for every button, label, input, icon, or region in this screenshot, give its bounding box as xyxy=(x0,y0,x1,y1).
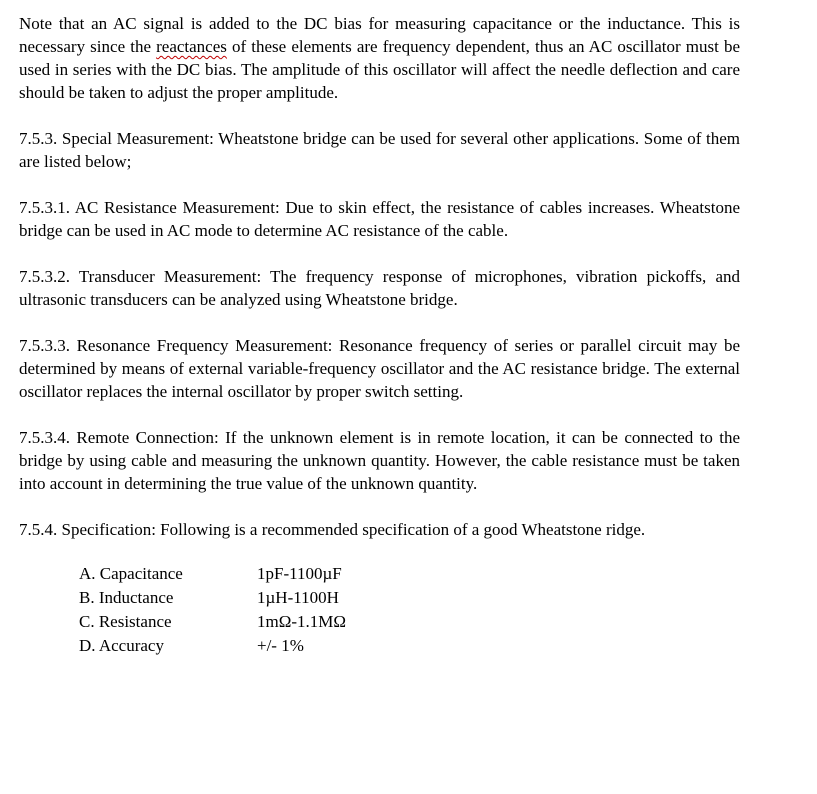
document-page xyxy=(19,12,740,658)
specification-paragraph: 7.5.4. Specification: Following is a recommended specification of a good Wheatstone ridge. xyxy=(19,520,646,539)
specification-table xyxy=(79,562,346,658)
spec-value: 1µH-1100H xyxy=(257,588,339,607)
spec-label: A. Capacitance xyxy=(79,564,183,583)
resonance-paragraph: 7.5.3.3. Resonance Frequency Measurement: Resonance frequency of series or parallel circuit may be determined by means of external variable-frequency oscillator and the AC resistance bridge. The external oscillator replaces the internal oscillator by proper switch setting. xyxy=(19,336,740,401)
spec-label: B. Inductance xyxy=(79,588,174,607)
intro-paragraph xyxy=(19,12,740,104)
transducer-paragraph: 7.5.3.2. Transducer Measurement: The frequency response of microphones, vibration pickoffs, and ultrasonic transducers can be analyzed using Wheatstone bridge. xyxy=(19,267,740,309)
spec-row-capacitance xyxy=(79,562,346,586)
ac-resistance-paragraph: 7.5.3.1. AC Resistance Measurement: Due to skin effect, the resistance of cables increases. Wheatstone bridge can be used in AC mode to determine AC resistance of the cable. xyxy=(19,198,740,240)
intro-text-before: Note that an AC signal is added to the DC bias for measuring capacitance or the inductance. This is necessary since the xyxy=(19,14,740,56)
special-measurement-paragraph: 7.5.3. Special Measurement: Wheatstone bridge can be used for several other applications. Some of them are listed below; xyxy=(19,129,740,171)
spellcheck-flagged-word[interactable]: reactances xyxy=(156,37,227,56)
spec-label: C. Resistance xyxy=(79,612,172,631)
spec-label: D. Accuracy xyxy=(79,636,164,655)
spec-value: 1mΩ-1.1MΩ xyxy=(257,612,347,631)
spec-value: +/- 1% xyxy=(257,636,304,655)
spec-row-accuracy xyxy=(79,634,346,658)
remote-connection-paragraph: 7.5.3.4. Remote Connection: If the unknown element is in remote location, it can be connected to the bridge by using cable and measuring the unknown quantity. However, the cable resistance must be taken into account in determining the true value of the unknown quantity. xyxy=(19,428,740,493)
spec-value: 1pF-1100µF xyxy=(257,564,342,583)
spec-row-inductance xyxy=(79,586,346,610)
spec-row-resistance xyxy=(79,610,346,634)
intro-text-after: of these elements are frequency dependent, thus an AC oscillator must be used in series with the DC bias. The amplitude of this oscillator will affect the needle deflection and care should be taken to adjust the proper amplitude. xyxy=(19,37,740,102)
